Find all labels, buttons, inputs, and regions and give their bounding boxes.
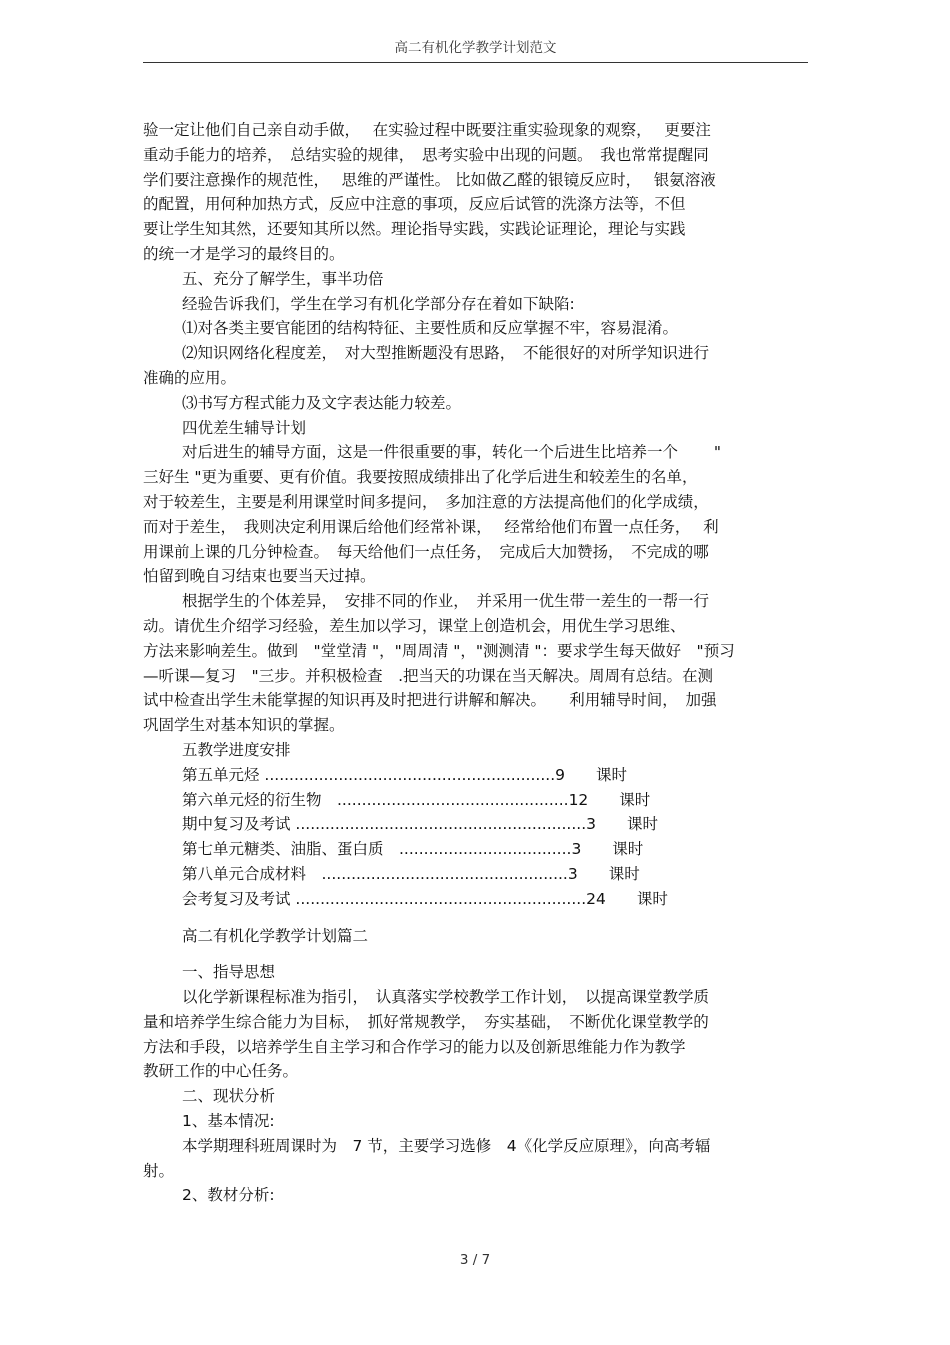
schedule-row: 期中复习及考试 ...........................................................3 课时 — [182, 815, 658, 834]
section-heading: 五、充分了解学生，事半功倍 — [182, 269, 384, 288]
body-line: 怕留到晚自习结束也要当天过掉。 — [143, 567, 376, 586]
schedule-row: 会考复习及考试 ...........................................................24 课时 — [182, 889, 668, 908]
body-line: 经验告诉我们，学生在学习有机化学部分存在着如下缺陷: — [182, 294, 575, 313]
body-line: 方法和手段，以培养学生自主学习和合作学习的能力以及创新思维能力作为教学 — [143, 1037, 686, 1056]
section-heading: 2、教材分析: — [182, 1186, 275, 1205]
body-line: 根据学生的个体差异， 安排不同的作业， 并采用一优生带一差生的一帮一行 — [182, 592, 710, 611]
body-line: 三好生 "更为重要、更有价值。我要按照成绩排出了化学后进生和较差生的名单， — [143, 468, 698, 487]
section-heading: 四优差生辅导计划 — [182, 418, 307, 437]
section-title: 高二有机化学教学计划篇二 — [182, 926, 369, 945]
body-line: —听课—复习 "三步。并积极检查 .把当天的功课在当天解决。周周有总结。在测 — [143, 666, 714, 685]
body-line: 方法来影响差生。做到 "堂堂清 "，"周周清 "，"测测清 "：要求学生每天做好 "预习 — [143, 641, 735, 660]
section-heading: 1、基本情况: — [182, 1112, 275, 1131]
body-line: 以化学新课程标准为指引， 认真落实学校教学工作计划， 以提高课堂教学质 — [182, 988, 710, 1007]
section-heading: 二、现状分析 — [182, 1087, 276, 1106]
body-line: 巩固学生对基本知识的掌握。 — [143, 716, 345, 735]
body-line: 本学期理科班周课时为 7 节，主要学习选修 4《化学反应原理》，向高考辐 — [182, 1136, 711, 1155]
body-line: 试中检查出学生未能掌握的知识再及时把进行讲解和解决。 利用辅导时间， 加强 — [143, 691, 717, 710]
body-line: 对后进生的辅导方面，这是一件很重要的事，转化一个后进生比培养一个 " — [182, 443, 722, 462]
page-header-title: 高二有机化学教学计划范文 — [394, 40, 557, 56]
body-line: 而对于差生， 我则决定利用课后给他们经常补课， 经常给他们布置一点任务， 利 — [143, 517, 719, 536]
document-body — [143, 118, 813, 1208]
schedule-row: 第五单元烃 ...........................................................9 课时 — [182, 765, 627, 784]
body-line: 要让学生知其然，还要知其所以然。理论指导实践，实践论证理论，理论与实践 — [143, 220, 686, 239]
body-line: 的统一才是学习的最终目的。 — [143, 244, 345, 263]
list-item: ⑴对各类主要官能团的结构特征、主要性质和反应掌握不牢，容易混淆。 — [182, 319, 679, 338]
body-line: 射。 — [143, 1161, 175, 1180]
section-heading: 一、指导思想 — [182, 963, 276, 982]
list-item: ⑵知识网络化程度差， 对大型推断题没有思路， 不能很好的对所学知识进行 — [182, 344, 710, 363]
body-line: 对于较差生，主要是利用课堂时间多提问， 多加注意的方法提高他们的化学成绩， — [143, 492, 709, 511]
body-line: 教研工作的中心任务。 — [143, 1062, 299, 1081]
section-heading: 五教学进度安排 — [182, 740, 291, 759]
body-line: 用课前上课的几分钟检查。 每天给他们一点任务， 完成后大加赞扬， 不完成的哪 — [143, 542, 709, 561]
list-item: ⑶书写方程式能力及文字表达能力较差。 — [182, 393, 462, 412]
header-divider — [143, 62, 808, 63]
body-line: 的配置，用何种加热方式，反应中注意的事项，反应后试管的洗涤方法等，不但 — [143, 195, 686, 214]
schedule-row: 第八单元合成材料 ..................................................3 课时 — [182, 864, 640, 883]
schedule-row: 第七单元糖类、油脂、蛋白质 ...................................3 课时 — [182, 840, 644, 859]
body-line: 验一定让他们自己亲自动手做， 在实验过程中既要注重实验现象的观察， 更要注 — [143, 121, 711, 139]
page-number: 3 / 7 — [459, 1252, 491, 1268]
body-line: 重动手能力的培养， 总结实验的规律， 思考实验中出现的问题。 我也常常提醒同 — [143, 145, 709, 164]
body-line: 量和培养学生综合能力为目标， 抓好常规教学， 夯实基础， 不断优化课堂教学的 — [143, 1012, 709, 1031]
schedule-row: 第六单元烃的衍生物 ...............................................12 课时 — [182, 790, 651, 809]
body-line: 学们要注意操作的规范性， 思维的严谨性。 比如做乙醛的银镜反应时， 银氨溶液 — [143, 170, 716, 189]
body-line: 准确的应用。 — [143, 368, 237, 387]
body-line: 动。请优生介绍学习经验，差生加以学习，课堂上创造机会，用优生学习思维、 — [143, 616, 686, 635]
